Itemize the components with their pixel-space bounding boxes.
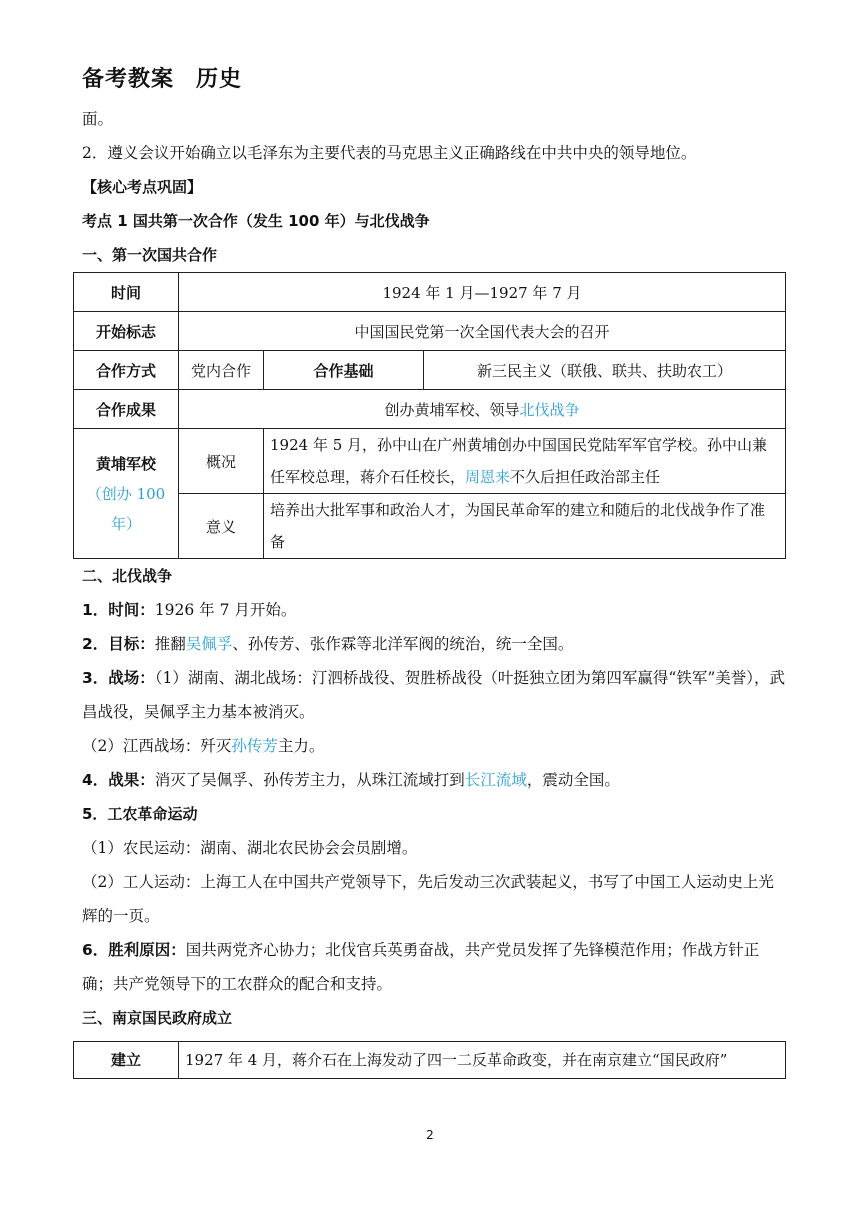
table-row bbox=[74, 390, 786, 429]
table-row bbox=[74, 351, 786, 390]
page-number: 2 bbox=[426, 1128, 434, 1142]
cooperation-table bbox=[73, 272, 786, 559]
result-highlight: 北伐战争 bbox=[519, 400, 580, 419]
meaning-text: 培养出大批军事和政治人才，为国民革命军的建立和随后的北伐战争作了准备 bbox=[264, 494, 786, 559]
header-subject: 历史 bbox=[196, 67, 243, 92]
core-heading: 【核心考点巩固】 bbox=[82, 178, 203, 196]
goal-item-label: 2．目标： bbox=[82, 635, 155, 653]
goal-highlight: 吴佩孚 bbox=[185, 635, 233, 653]
basis-label: 合作基础 bbox=[264, 351, 424, 390]
time-label: 时间 bbox=[74, 273, 179, 312]
section2-heading: 二、北伐战争 bbox=[82, 567, 173, 585]
section1-heading: 一、第一次国共合作 bbox=[82, 246, 218, 264]
victory-label: 6．胜利原因： bbox=[82, 941, 186, 959]
results-highlight: 长江流域 bbox=[464, 771, 527, 789]
victory-text: 国共两党齐心协力；北伐官兵英勇奋战，共产党员发挥了先锋模范作用；作战方针正确；共产党领导下的工农群众的配合和支持。 bbox=[82, 941, 760, 993]
result-value bbox=[179, 390, 786, 429]
paragraph-goal bbox=[82, 627, 786, 661]
mode-value: 党内合作 bbox=[179, 351, 264, 390]
start-value: 中国国民党第一次全国代表大会的召开 bbox=[179, 312, 786, 351]
table-row bbox=[74, 429, 786, 494]
goal-post: 、孙传芳、张作霖等北洋军阀的统治，统一全国。 bbox=[232, 635, 574, 653]
time-item-label: 1．时间： bbox=[82, 601, 155, 619]
kaodian-heading: 考点 1 国共第一次合作（发生 100 年）与北伐战争 bbox=[82, 212, 430, 230]
overview-text bbox=[264, 429, 786, 494]
time-item-text: 1926 年 7 月开始。 bbox=[154, 601, 297, 619]
establish-label: 建立 bbox=[74, 1042, 179, 1079]
results-post: ，震动全国。 bbox=[526, 771, 620, 789]
mode-label: 合作方式 bbox=[74, 351, 179, 390]
result-label: 合作成果 bbox=[74, 390, 179, 429]
results-label: 4．战果： bbox=[82, 771, 155, 789]
table-row bbox=[74, 312, 786, 351]
paragraph-battlefield bbox=[82, 661, 786, 729]
paragraph-worker: （2）工人运动：上海工人在中国共产党领导下，先后发动三次武装起义，书写了中国工人运动史上光辉的一页。 bbox=[82, 873, 774, 925]
jiangxi-pre: （2）江西战场：歼灭 bbox=[82, 737, 232, 755]
whampoa-cell bbox=[74, 429, 179, 559]
result-prefix: 创办黄埔军校、领导 bbox=[384, 400, 520, 419]
table-row bbox=[74, 494, 786, 559]
page-header bbox=[82, 62, 242, 93]
time-value: 1924 年 1 月—1927 年 7 月 bbox=[179, 273, 786, 312]
paragraph-time bbox=[82, 593, 786, 627]
overview-highlight: 周恩来 bbox=[465, 468, 511, 486]
jiangxi-highlight: 孙传芳 bbox=[231, 737, 278, 755]
start-label: 开始标志 bbox=[74, 312, 179, 351]
section3-heading: 三、南京国民政府成立 bbox=[82, 1009, 233, 1027]
paragraph-victory bbox=[82, 933, 786, 1001]
basis-value: 新三民主义（联俄、联共、扶助农工） bbox=[424, 351, 786, 390]
nanjing-table bbox=[73, 1041, 786, 1079]
whampoa-label: 黄埔军校 bbox=[95, 454, 156, 473]
results-pre: 消灭了吴佩孚、孙传芳主力，从珠江流域打到 bbox=[154, 771, 465, 789]
battlefield-label: 3．战场： bbox=[82, 669, 155, 687]
table-row bbox=[74, 1042, 786, 1079]
overview-text-b: 不久后担任政治部主任 bbox=[510, 468, 661, 486]
jiangxi-post: 主力。 bbox=[277, 737, 325, 755]
movement-heading: 5．工农革命运动 bbox=[82, 805, 198, 823]
document-body bbox=[82, 102, 786, 1079]
paragraph-jiangxi bbox=[82, 729, 786, 763]
meaning-label: 意义 bbox=[179, 494, 264, 559]
whampoa-sub: （创办 100 年） bbox=[86, 484, 166, 533]
table-row bbox=[74, 273, 786, 312]
overview-text-a: 1924 年 5 月，孙中山在广州黄埔创办中国国民党陆军军官学校。孙中山兼任军校总理，蒋介石任校长， bbox=[270, 436, 768, 486]
paragraph-peasant: （1）农民运动：湖南、湖北农民协会会员剧增。 bbox=[82, 839, 418, 857]
goal-pre: 推翻 bbox=[154, 635, 186, 653]
establish-text: 1927 年 4 月，蒋介石在上海发动了四一二反革命政变，并在南京建立“国民政府” bbox=[179, 1042, 786, 1079]
battlefield-text: （1）湖南、湖北战场：汀泗桥战役、贺胜桥战役（叶挺独立团为第四军赢得“铁军”美誉），武昌战役，吴佩孚主力基本被消灭。 bbox=[82, 669, 786, 721]
paragraph-results bbox=[82, 763, 786, 797]
overview-label: 概况 bbox=[179, 429, 264, 494]
paragraph-continuation: 面。 bbox=[82, 110, 114, 128]
header-title: 备考教案 bbox=[82, 67, 175, 92]
paragraph-zunyi: 2．遵义会议开始确立以毛泽东为主要代表的马克思主义正确路线在中共中央的领导地位。 bbox=[82, 144, 697, 162]
